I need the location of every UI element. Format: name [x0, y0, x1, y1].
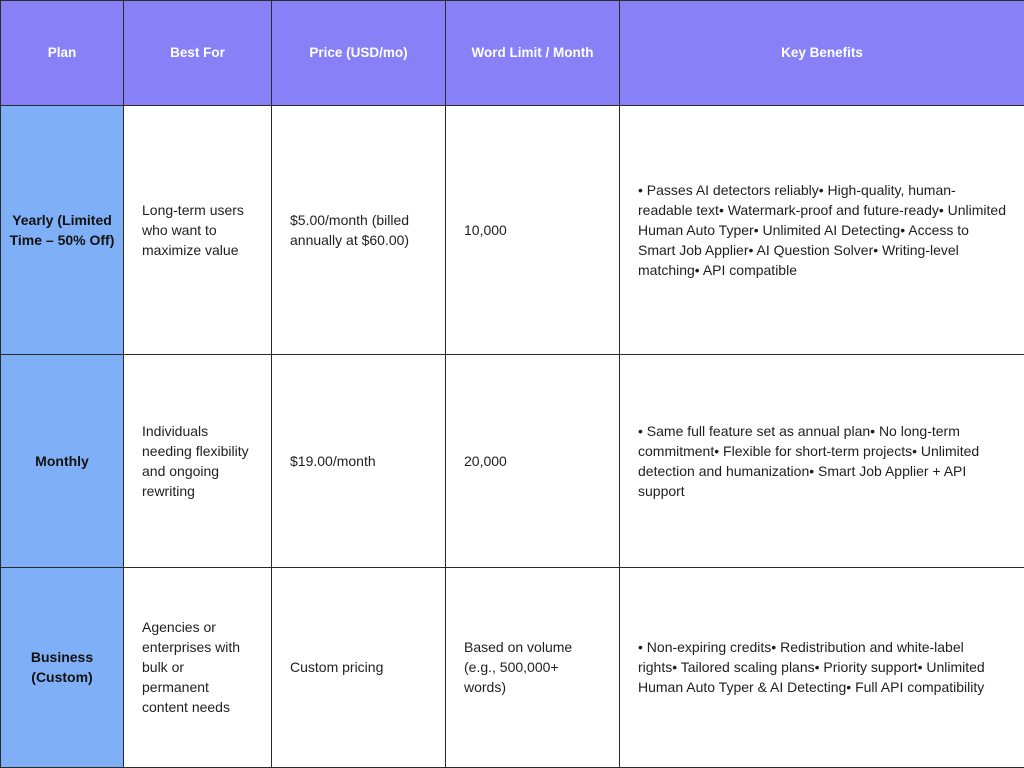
- plan-name-cell: Business (Custom): [1, 567, 124, 767]
- plan-name-cell: Yearly (Limited Time – 50% Off): [1, 106, 124, 355]
- key-benefits-cell: • Same full feature set as annual plan• No long-term commitment• Flexible for short-term projects• Unlimited detection and humanization• Smart Job Applier + API support: [620, 355, 1024, 567]
- header-plan: Plan: [1, 1, 124, 106]
- header-best-for: Best For: [124, 1, 272, 106]
- price-cell: $5.00/month (billed annually at $60.00): [272, 106, 446, 355]
- table-row: [1, 106, 1024, 355]
- best-for-cell: Individuals needing flexibility and ongoing rewriting: [124, 355, 272, 567]
- plan-name-cell: Monthly: [1, 355, 124, 567]
- best-for-cell: Long-term users who want to maximize value: [124, 106, 272, 355]
- header-key-benefits: Key Benefits: [620, 1, 1024, 106]
- word-limit-cell: 20,000: [446, 355, 620, 567]
- header-price: Price (USD/mo): [272, 1, 446, 106]
- table-body: [1, 106, 1024, 768]
- table-row: [1, 355, 1024, 567]
- price-cell: $19.00/month: [272, 355, 446, 567]
- header-row: [1, 1, 1024, 106]
- best-for-cell: Agencies or enterprises with bulk or permanent content needs: [124, 567, 272, 767]
- table-row: [1, 567, 1024, 767]
- word-limit-cell: 10,000: [446, 106, 620, 355]
- header-word-limit: Word Limit / Month: [446, 1, 620, 106]
- key-benefits-cell: • Passes AI detectors reliably• High-quality, human-readable text• Watermark-proof and future-ready• Unlimited Human Auto Typer• Unlimited AI Detecting• Access to Smart Job Applier• AI Question Solver• Writing-level matching• API compatible: [620, 106, 1024, 355]
- word-limit-cell: Based on volume (e.g., 500,000+ words): [446, 567, 620, 767]
- key-benefits-cell: • Non-expiring credits• Redistribution and white-label rights• Tailored scaling plans• Priority support• Unlimited Human Auto Typer & AI Detecting• Full API compatibility: [620, 567, 1024, 767]
- price-cell: Custom pricing: [272, 567, 446, 767]
- table-header: [1, 1, 1024, 106]
